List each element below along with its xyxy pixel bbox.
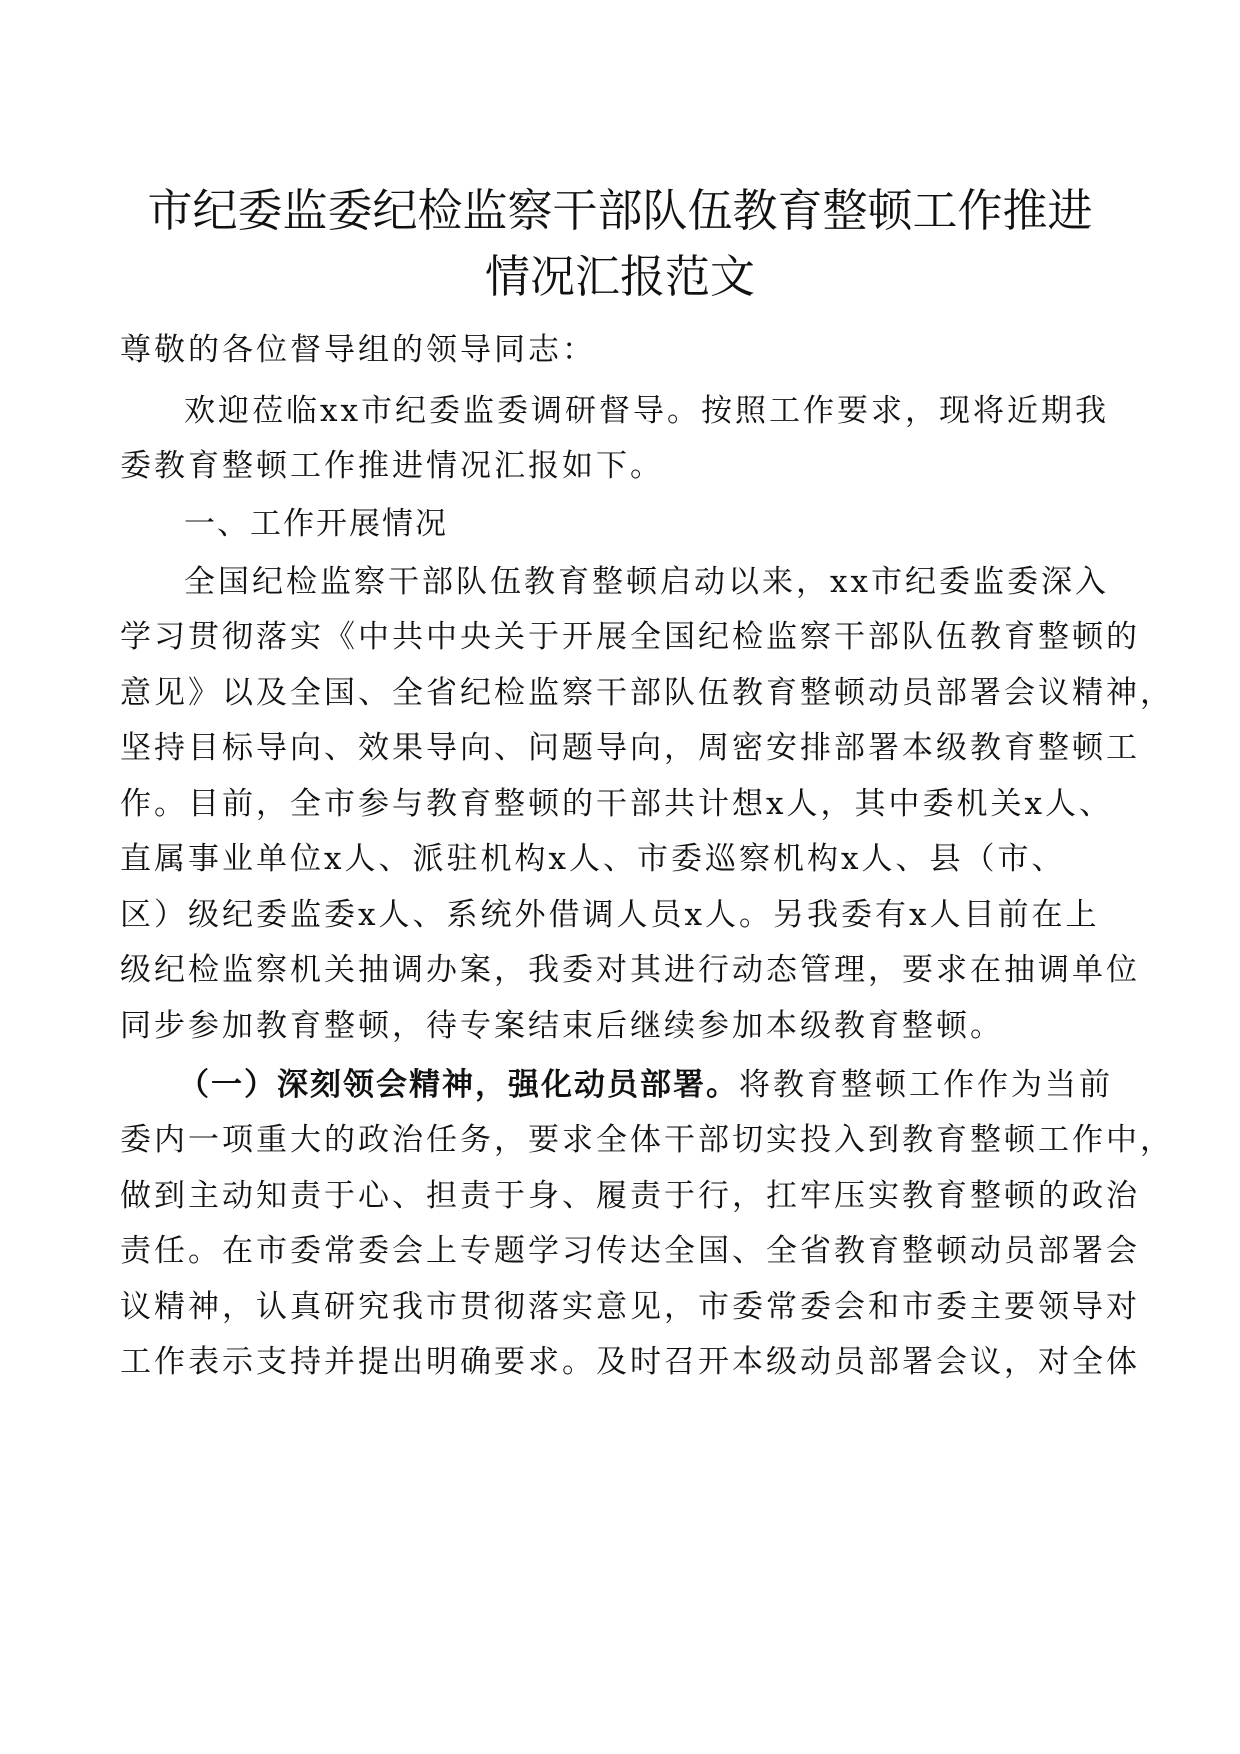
section-heading: 一、工作开展情况 <box>184 506 448 542</box>
paragraph-line: 工作表示支持并提出明确要求。及时召开本级动员部署会议，对全体 <box>120 1344 1140 1380</box>
paragraph-line: 全国纪检监察干部队伍教育整顿启动以来，xx市纪委监委深入 <box>184 564 1109 600</box>
paragraph-line: 直属事业单位x人、派驻机构x人、市委巡察机构x人、县（市、 <box>120 841 1066 877</box>
paragraph-line: 意见》以及全国、全省纪检监察干部队伍教育整顿动员部署会议精神， <box>120 675 1174 711</box>
paragraph-line: 坚持目标导向、效果导向、问题导向，周密安排部署本级教育整顿工 <box>120 730 1140 766</box>
paragraph-line: 责任。在市委常委会上专题学习传达全国、全省教育整顿动员部署会 <box>120 1233 1140 1269</box>
intro-line: 委教育整顿工作推进情况汇报如下。 <box>120 448 664 484</box>
salutation: 尊敬的各位督导组的领导同志： <box>120 332 596 368</box>
paragraph-line: 级纪检监察机关抽调办案，我委对其进行动态管理，要求在抽调单位 <box>120 952 1140 988</box>
paragraph-line: 区）级纪委监委x人、系统外借调人员x人。另我委有x人目前在上 <box>120 897 1100 933</box>
paragraph-line: 作。目前，全市参与教育整顿的干部共计想x人，其中委机关x人、 <box>120 786 1113 822</box>
subsection-heading: （一）深刻领会精神，强化动员部署。 <box>178 1067 739 1103</box>
paragraph-line: 学习贯彻落实《中共中央关于开展全国纪检监察干部队伍教育整顿的 <box>120 619 1140 655</box>
document-title-line-1: 市纪委监委纪检监察干部队伍教育整顿工作推进 <box>147 184 1093 237</box>
document-title-line-2: 情况汇报范文 <box>484 250 755 303</box>
subsection-text: 将教育整顿工作作为当前 <box>739 1067 1113 1103</box>
paragraph-line: 做到主动知责于心、担责于身、履责于行，扛牢压实教育整顿的政治 <box>120 1178 1140 1214</box>
intro-line: 欢迎莅临xx市纪委监委调研督导。按照工作要求，现将近期我 <box>184 393 1109 429</box>
subsection-first-line <box>178 1060 1188 1110</box>
paragraph-line: 同步参加教育整顿，待专案结束后继续参加本级教育整顿。 <box>120 1008 1004 1044</box>
paragraph-line: 议精神，认真研究我市贯彻落实意见，市委常委会和市委主要领导对 <box>120 1289 1140 1325</box>
paragraph-line: 委内一项重大的政治任务，要求全体干部切实投入到教育整顿工作中， <box>120 1122 1174 1158</box>
